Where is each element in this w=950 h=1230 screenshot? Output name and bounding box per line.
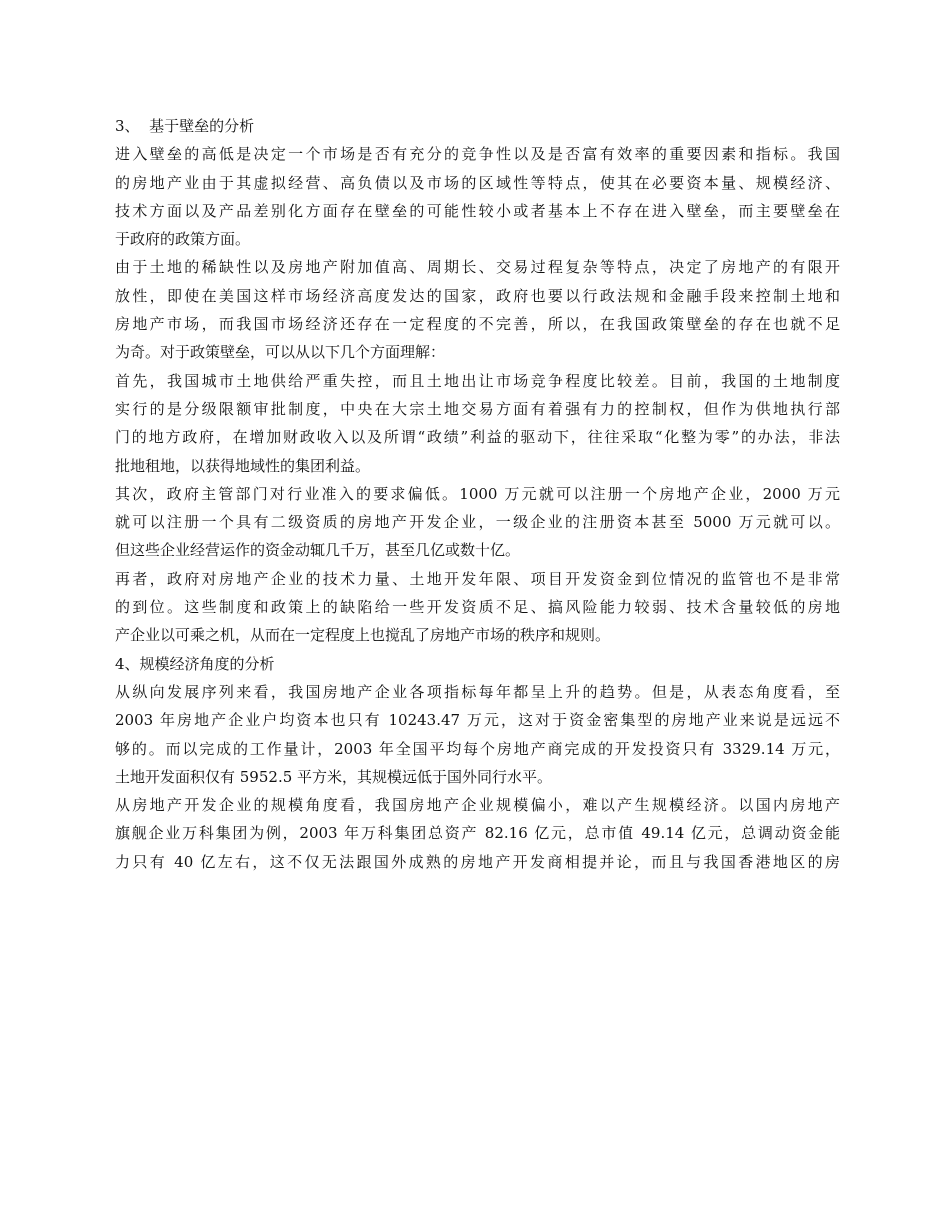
section-3-paragraph-5 [115,565,840,650]
section-3-paragraph-4 [115,480,840,565]
text-line: 2003 年房地产企业户均资本也只有 10243.47 万元，这对于资金密集型的房地产业来说是远远不 [115,711,840,730]
text-line: 从房地产开发企业的规模角度看，我国房地产企业规模偏小，难以产生规模经济。以国内房地产 [115,796,840,815]
text-line: 房地产市场，而我国市场经济还存在一定程度的不完善，所以，在我国政策壁垒的存在也就不足 [115,315,840,334]
section-3-paragraph-1 [115,140,840,253]
text-line: 门的地方政府，在增加财政收入以及所谓“政绩”利益的驱动下，往往采取“化整为零”的办法，非法 [115,428,840,447]
text-line: 实行的是分级限额审批制度，中央在大宗土地交易方面有着强有力的控制权，但作为供地执行部 [115,399,840,418]
text-line: 土地开发面积仅有 5952.5 平方米，其规模远低于国外同行水平。 [115,767,553,786]
text-line: 的房地产业由于其虚拟经营、高负债以及市场的区域性等特点，使其在必要资本量、规模经济、 [115,173,840,192]
text-line: 够的。而以完成的工作量计，2003 年全国平均每个房地产商完成的开发投资只有 3329.14 万元， [115,739,840,758]
text-line: 由于土地的稀缺性以及房地产附加值高、周期长、交易过程复杂等特点，决定了房地产的有限开 [115,258,840,277]
text-line: 于政府的政策方面。 [115,230,251,249]
section-3-heading: 3、 基于壁垒的分析 [115,117,255,135]
text-line: 力只有 40 亿左右，这不仅无法跟国外成熟的房地产开发商相提并论，而且与我国香港地区的房 [115,852,840,871]
section-4-paragraph-1 [115,678,840,791]
text-line: 为奇。对于政策壁垒，可以从以下几个方面理解： [115,343,446,362]
document-page [115,112,840,876]
text-line: 从纵向发展序列来看，我国房地产企业各项指标每年都呈上升的趋势。但是，从表态角度看，至 [115,682,840,701]
text-line: 放性，即使在美国这样市场经济高度发达的国家，政府也要以行政法规和金融手段来控制土地和 [115,286,840,305]
text-line: 首先，我国城市土地供给严重失控，而且土地出让市场竞争程度比较差。目前，我国的土地制度 [115,371,840,390]
section-3-paragraph-2 [115,253,840,366]
text-line: 就可以注册一个具有二级资质的房地产开发企业，一级企业的注册资本甚至 5000 万元就可以。 [115,513,840,532]
section-3-paragraph-3 [115,367,840,480]
text-line: 进入壁垒的高低是决定一个市场是否有充分的竞争性以及是否富有效率的重要因素和指标。我国 [115,145,840,164]
text-line: 的到位。这些制度和政策上的缺陷给一些开发资质不足、搞风险能力较弱、技术含量较低的房地 [115,598,840,617]
section-4-heading: 4、规模经济角度的分析 [115,654,275,673]
text-line: 批地租地，以获得地域性的集团利益。 [115,456,371,475]
text-line: 其次，政府主管部门对行业准入的要求偏低。1000 万元就可以注册一个房地产企业，2000 万元 [115,484,840,503]
text-line: 但这些企业经营运作的资金动辄几千万，甚至几亿或数十亿。 [115,541,521,560]
text-line: 旗舰企业万科集团为例，2003 年万科集团总资产 82.16 亿元，总市值 49.14 亿元，总调动资金能 [115,824,840,843]
section-4-paragraph-2 [115,791,840,876]
text-line: 产企业以可乘之机，从而在一定程度上也搅乱了房地产市场的秩序和规则。 [115,626,611,645]
text-line: 再者，政府对房地产企业的技术力量、土地开发年限、项目开发资金到位情况的监管也不是非常 [115,569,840,588]
text-line: 技术方面以及产品差别化方面存在壁垒的可能性较小或者基本上不存在进入壁垒，而主要壁垒在 [115,201,840,220]
